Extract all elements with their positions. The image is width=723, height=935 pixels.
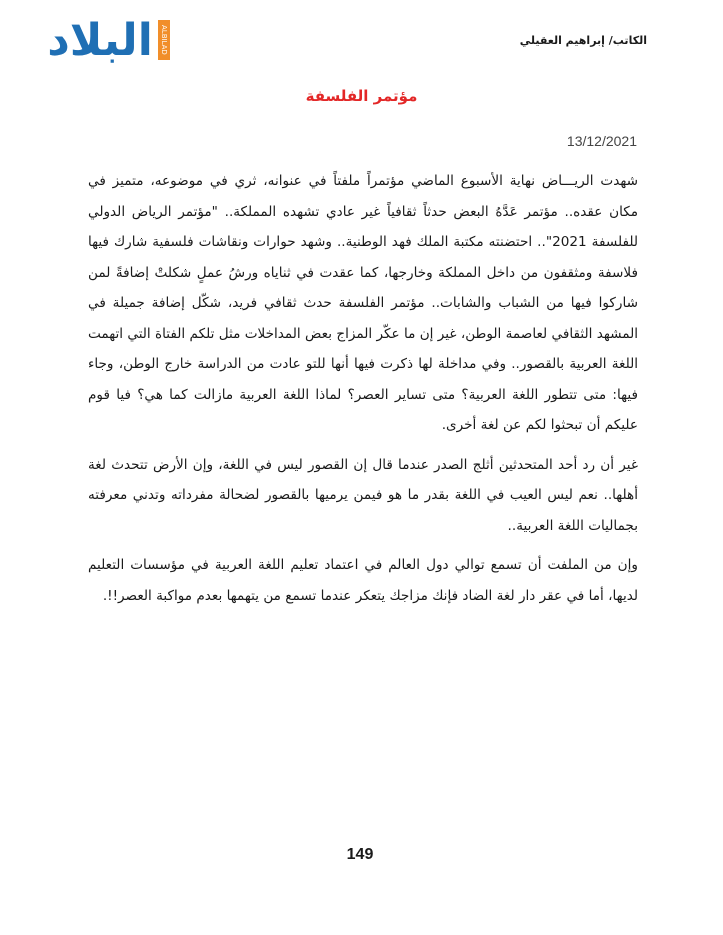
page-number: 149 bbox=[346, 846, 374, 863]
author-name: الكاتب/ إبراهيم العقيلي bbox=[519, 34, 647, 47]
albilad-logo bbox=[46, 15, 176, 66]
article-date: 13/12/2021 bbox=[566, 133, 637, 149]
article-paragraph: وإن من الملفت أن تسمع توالي دول العالم في اعتماد تعليم اللغة العربية في مؤسسات التعليم لديها، أما في عقر دار لغة الضاد فإنك مزاجك يتعكر عندما تسمع من يتهمها بعدم مواكبة العصر!!. bbox=[88, 557, 638, 604]
article-title: مؤتمر الفلسفة bbox=[305, 87, 418, 105]
article-paragraph: غير أن رد أحد المتحدثين أثلج الصدر عندما قال إن القصور ليس في اللغة، وإن الأرض تتحدث لغة أهلها.. نعم ليس العيب في اللغة بقدر ما هو فيمن يرميها بالقصور لضحالة مفرداته وتدني معرفته بجماليات اللغة العربية.. bbox=[88, 456, 638, 534]
logo-tag: ALBILAD bbox=[158, 20, 170, 60]
logo-wordmark: البلاد bbox=[47, 15, 153, 66]
article-body bbox=[88, 166, 638, 620]
article-paragraph: شهدت الريـــاض نهاية الأسبوع الماضي مؤتمراً ملفتاً في عنوانه، ثري في موضوعه، متميز في مكان عقده.. مؤتمر عَدَّهُ البعض حدثاً ثقافياً غير عادي تشهده المملكة.. "مؤتمر الرياض الدولي للفلسفة 2021".. احتضنته مكتبة الملك فهد الوطنية.. وشهد حوارات ونقاشات فلسفية شارك فيها فلاسفة ومثقفون من داخل المملكة وخارجها، كما عقدت في ثناياه ورشُ عملٍ شكلتْ إضافةً لمن شاركوا فيها من الشباب والشابات.. مؤتمر الفلسفة حدث ثقافي فريد، شكّل إضافة جميلة في المشهد الثقافي لعاصمة الوطن، غير إن ما عكّر المزاج بعض المداخلات مثل تلكم الفتاة التي اتهمت اللغة العربية بالقصور.. وفي مداخلة لها ذكرت فيها أنها للتو عادت من الدراسة خارج الوطن، وجاء فيها: متى تتطور اللغة العربية؟ متى تساير العصر؟ لماذا اللغة العربية مازالت كما هي؟ فيا قوم عليكم أن تبحثوا لكم عن لغة أخرى. bbox=[88, 173, 638, 433]
